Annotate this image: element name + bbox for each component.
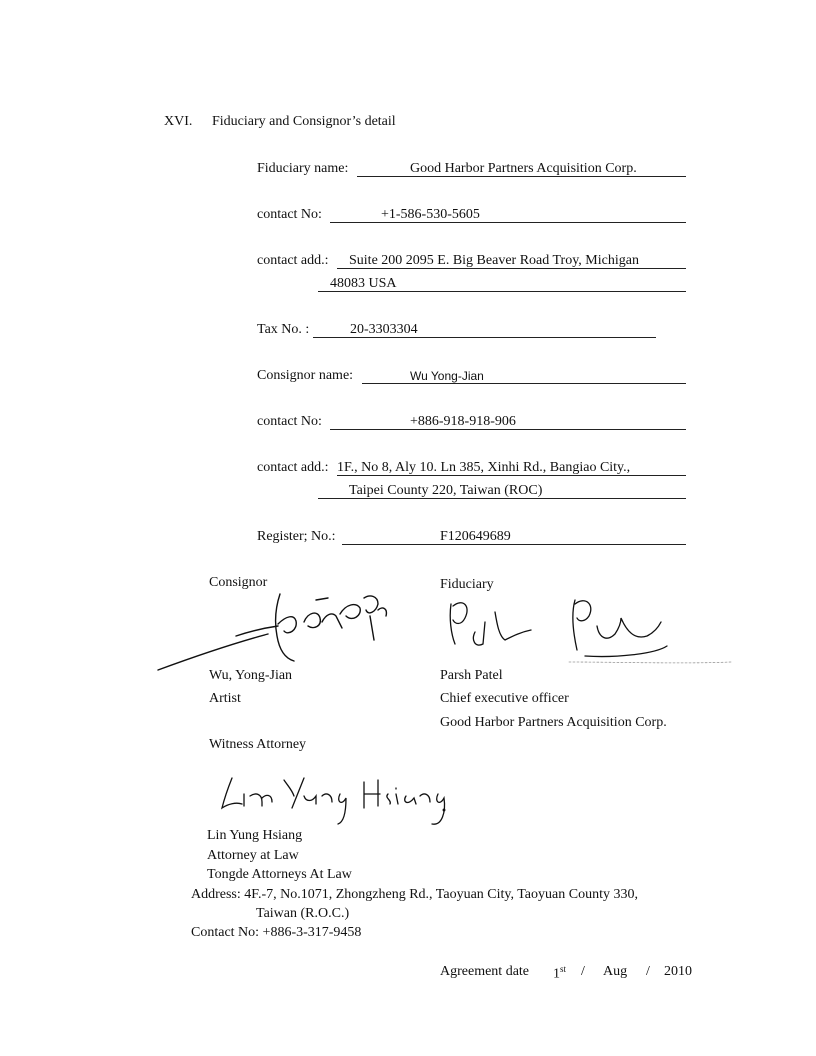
fiduciary-signer-title: Chief executive officer [440, 691, 569, 706]
section-title: Fiduciary and Consignor’s detail [212, 114, 396, 129]
consignor-contact-label: contact No: [257, 414, 322, 429]
fiduciary-contact-label: contact No: [257, 207, 322, 222]
witness-firm: Tongde Attorneys At Law [207, 867, 352, 882]
fiduciary-address-line1: Suite 200 2095 E. Big Beaver Road Troy, Michigan [349, 253, 639, 268]
fiduciary-name-value: Good Harbor Partners Acquisition Corp. [410, 161, 637, 176]
tax-label: Tax No. : [257, 322, 310, 337]
agreement-date-separator-1: / [581, 964, 585, 979]
consignor-name-value: Wu Yong-Jian [410, 369, 484, 383]
fiduciary-address-line2: 48083 USA [330, 276, 397, 291]
consignor-signer-title: Artist [209, 691, 241, 706]
agreement-date-label: Agreement date [440, 964, 530, 979]
register-label: Register; No.: [257, 529, 336, 544]
consignor-name-underline [362, 383, 686, 384]
agreement-date-separator-2: / [646, 964, 650, 979]
consignor-address-line1: 1F., No 8, Aly 10. Ln 385, Xinhi Rd., Bangiao City., [337, 460, 631, 475]
register-underline [342, 544, 686, 545]
agreement-date-day: 1st [553, 964, 567, 982]
tax-value: 20-3303304 [350, 322, 418, 337]
consignor-name-label: Consignor name: [257, 368, 354, 383]
witness-signature [218, 772, 468, 832]
fiduciary-signature [435, 592, 735, 672]
fiduciary-heading: Fiduciary [440, 577, 494, 592]
fiduciary-contact-value: +1-586-530-5605 [381, 207, 480, 222]
consignor-address-line2: Taipei County 220, Taiwan (ROC) [349, 483, 543, 498]
witness-address-line2: Taiwan (R.O.C.) [256, 906, 350, 921]
witness-heading: Witness Attorney [209, 737, 307, 752]
consignor-heading: Consignor [209, 575, 268, 590]
consignor-contact-value: +886-918-918-906 [410, 414, 516, 429]
fiduciary-name-label: Fiduciary name: [257, 161, 349, 176]
section-number: XVI. [164, 114, 193, 129]
agreement-date-year: 2010 [664, 964, 692, 979]
witness-signer-name: Lin Yung Hsiang [207, 828, 303, 843]
fiduciary-address-label: contact add.: [257, 253, 329, 268]
consignor-signer-name: Wu, Yong-Jian [209, 668, 293, 683]
witness-signer-title: Attorney at Law [207, 848, 299, 863]
fiduciary-signer-name: Parsh Patel [440, 668, 503, 683]
agreement-date-day-suffix: st [560, 964, 567, 974]
agreement-date-month: Aug [603, 964, 628, 979]
witness-contact: Contact No: +886-3-317-9458 [191, 925, 362, 940]
fiduciary-signer-company: Good Harbor Partners Acquisition Corp. [440, 715, 667, 730]
consignor-signature [156, 586, 396, 681]
witness-address-line1: Address: 4F.-7, No.1071, Zhongzheng Rd., Taoyuan City, Taoyuan County 330, [191, 887, 638, 902]
consignor-address-label: contact add.: [257, 460, 329, 475]
register-value: F120649689 [440, 529, 511, 544]
